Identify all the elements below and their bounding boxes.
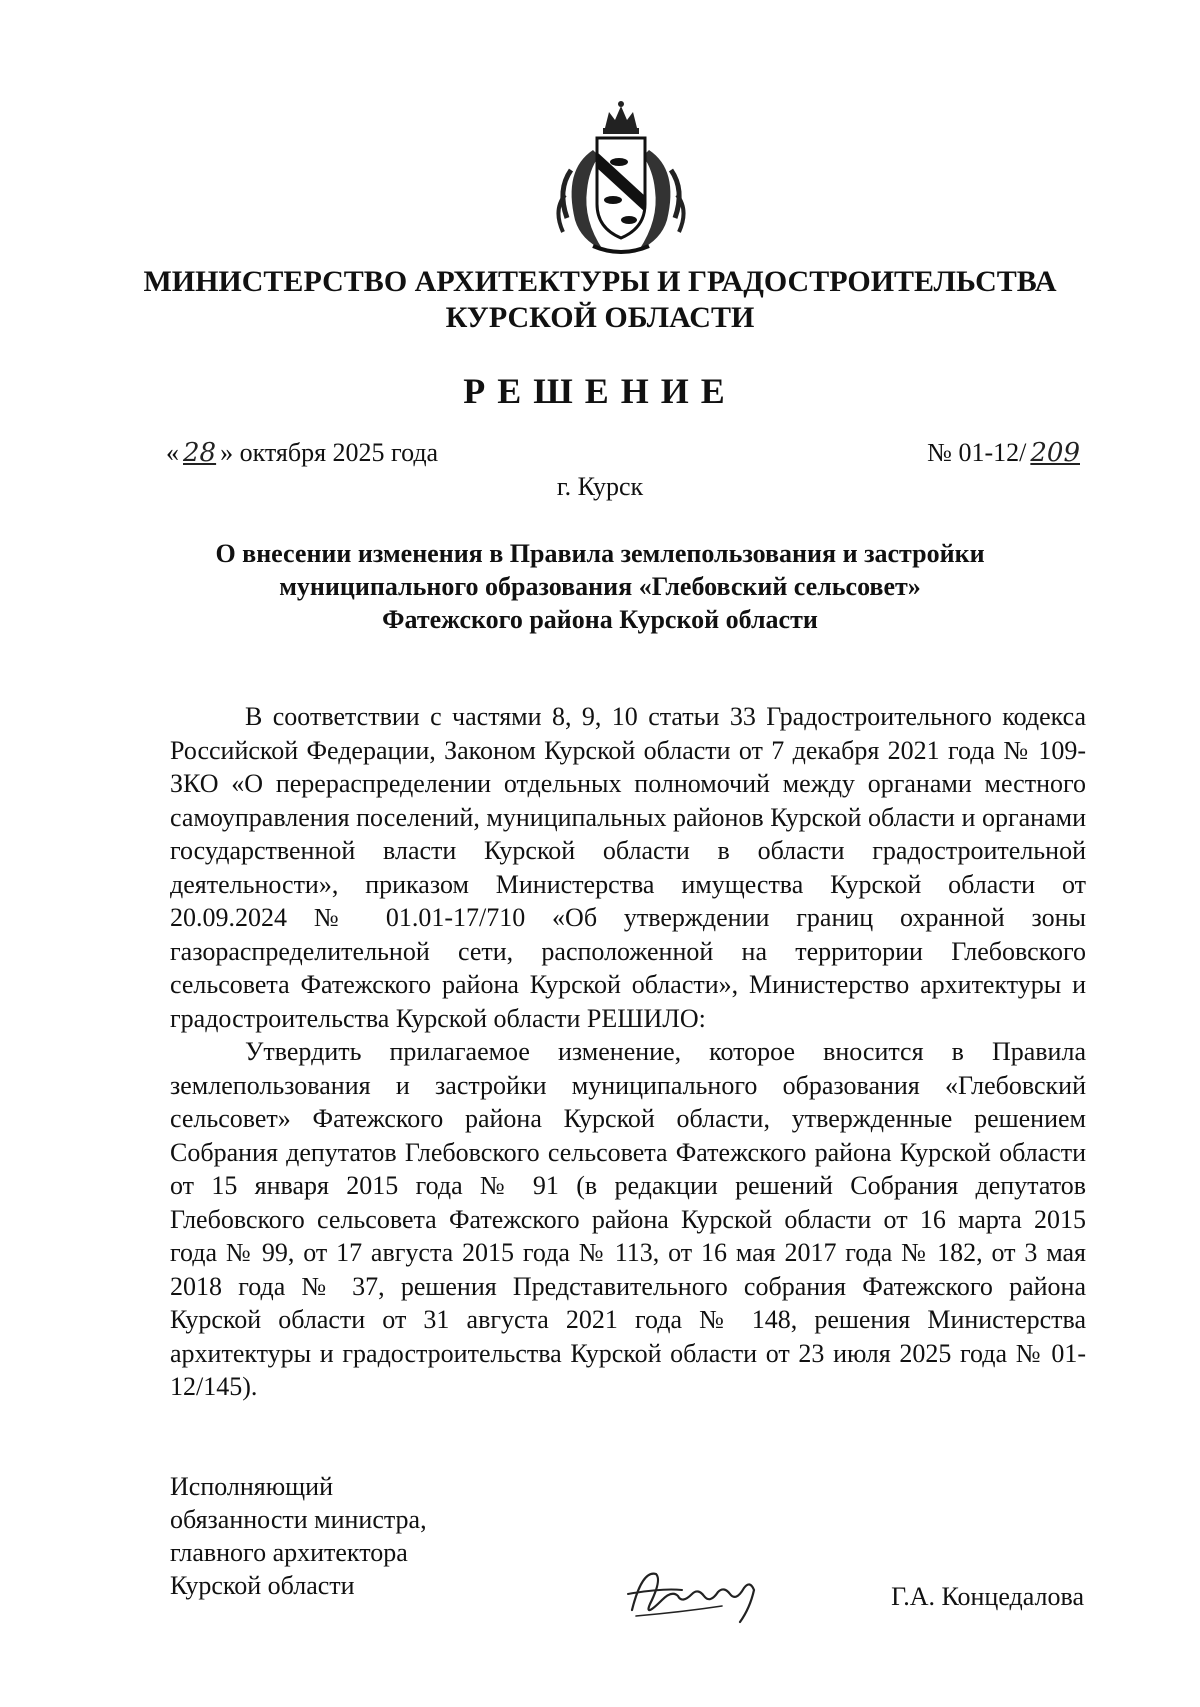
number-handwritten: 209 <box>1030 438 1080 468</box>
coat-of-arms-icon <box>553 100 689 258</box>
position-line3: главного архитектора <box>170 1538 408 1567</box>
title-line1: О внесении изменения в Правила землепользования и застройки <box>215 539 985 568</box>
document-city: г. Курск <box>556 472 644 501</box>
document-number <box>927 438 1084 468</box>
position-line4: Курской области <box>170 1571 355 1600</box>
signatory-position <box>170 1470 427 1602</box>
number-prefix: № 01-12/ <box>927 438 1027 467</box>
date-day-handwritten: 28 <box>183 438 217 468</box>
position-line2: обязанности министра, <box>170 1505 427 1534</box>
body-paragraph-1: В соответствии с частями 8, 9, 10 статьи 33 Градостроительного кодекса Российской Федерации, Законом Курской области от 7 декабря 2021 года № 109-ЗКО «О перераспределении отдельных полномочий между органами местного самоуправления поселений, муниципальных районов Курской области и органами государственной власти Курской области в области градостроительной деятельности», приказом Министерства имущества Курской области от 20.09.2024 № 01.01-17/710 «Об утверждении границ охранной зоны газораспределительной сети, расположенной на территории Глебовского сельсовета Фатежского района Курской области», Министерство архитектуры и градостроительства Курской области РЕШИЛО: <box>170 702 1086 1033</box>
ministry-name-line2: КУРСКОЙ ОБЛАСТИ <box>445 301 755 334</box>
date-open-quote: « <box>166 438 179 467</box>
title-line2: муниципального образования «Глебовский сельсовет» <box>279 572 921 601</box>
body-paragraph-2: Утвердить прилагаемое изменение, которое вносится в Правила землепользования и застройки муниципального образования «Глебовский сельсовет» Фатежского района Курской области, утвержденные решением Собрания депутатов Глебовского сельсовета Фатежского района Курской области от 15 января 2015 года № 91 (в редакции решений Собрания депутатов Глебовского сельсовета Фатежского района Курской области от 16 марта 2015 года № 99, от 17 августа 2015 года № 113, от 16 мая 2017 года № 182, от 3 мая 2018 года № 37, решения Представительного собрания Фатежского района Курской области от 31 августа 2021 года № 148, решения Министерства архитектуры и градостроительства Курской области от 23 июля 2025 года № 01-12/145). <box>170 1037 1086 1401</box>
document-type: РЕШЕНИЕ <box>463 371 737 411</box>
ministry-name-line1: МИНИСТЕРСТВО АРХИТЕКТУРЫ И ГРАДОСТРОИТЕЛЬСТВА <box>143 265 1057 298</box>
handwritten-signature-icon <box>622 1560 772 1630</box>
document-date <box>166 438 438 468</box>
position-line1: Исполняющий <box>170 1472 334 1501</box>
document-body <box>170 700 1086 1404</box>
document-title <box>0 537 1200 636</box>
date-rest: » октября 2025 года <box>220 438 439 467</box>
signatory-name: Г.А. Концедалова <box>891 1582 1084 1611</box>
ministry-name <box>0 264 1200 336</box>
title-line3: Фатежского района Курской области <box>382 605 818 634</box>
